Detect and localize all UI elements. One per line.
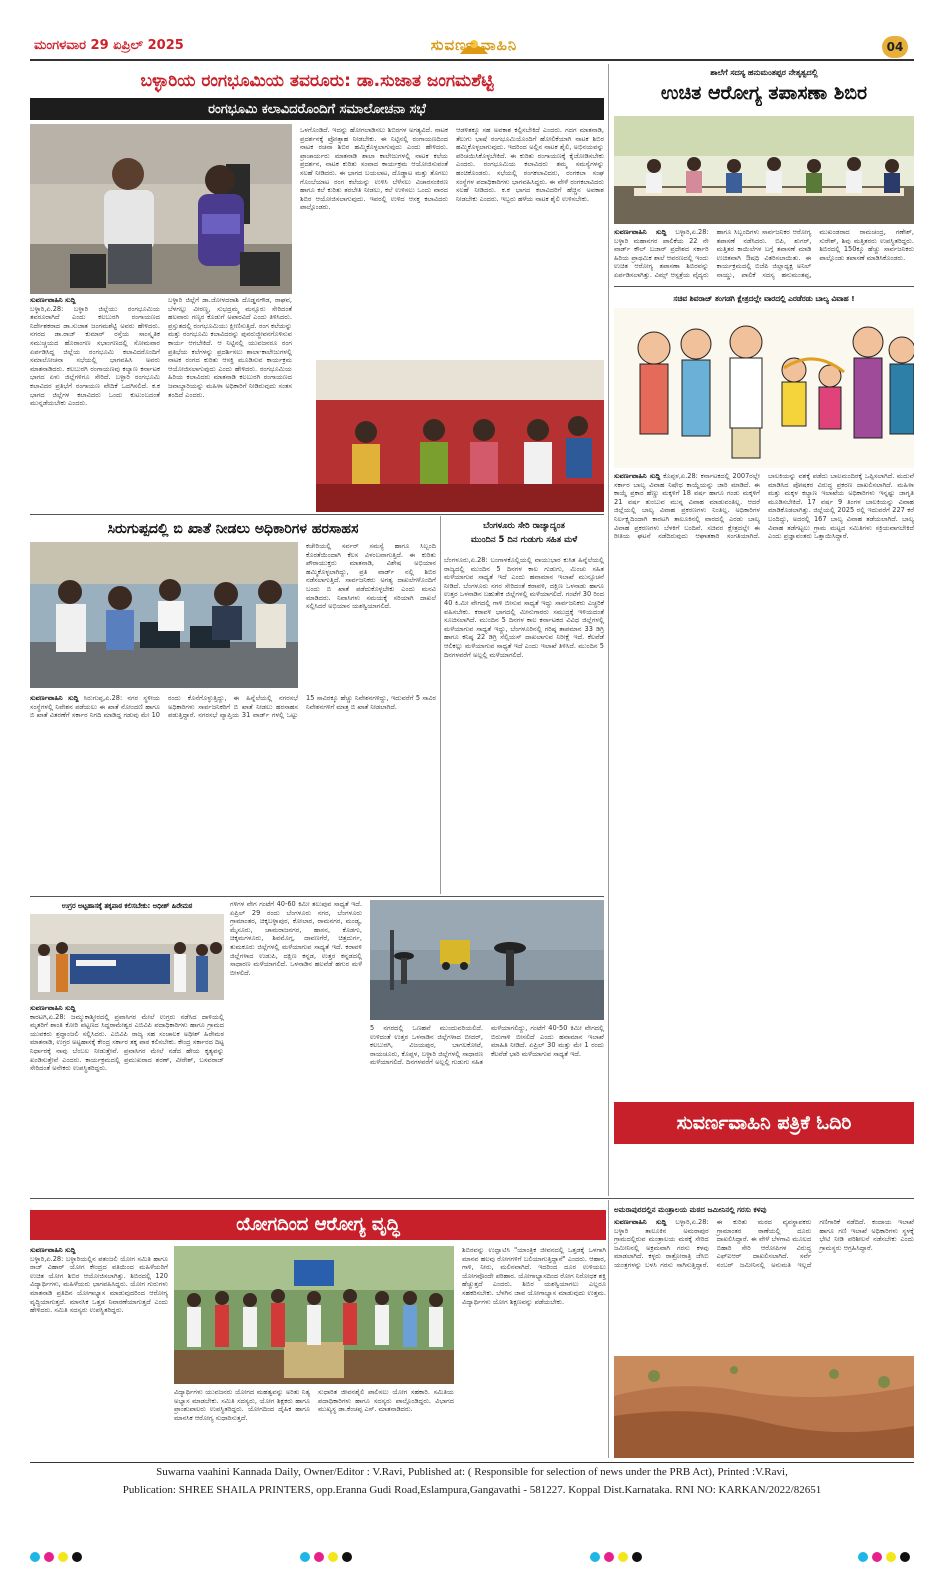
- story3-byline: ಸುವರ್ಣವಾಹಿನಿ ಸುದ್ದಿ: [614, 472, 661, 480]
- story2-body-wrap: [614, 228, 914, 282]
- story6-body: ಕಾರಟಗಿ,ಏ.28: ಜಮ್ಮುಕಾಶ್ಮೀರದಲ್ಲಿ ಪ್ರವಾಸಿಗರ ಮೇಲೆ ಉಗ್ರರು ನಡೆಸಿದ ದಾಳಿಯಲ್ಲಿ ಮೃತರಿಗೆ ಶಾಂತಿ ಕೋರಿ ಪಟ್ಟಣದ ಸಿದ್ದರಾಮೇಶ್ವರ ಎಬಿವಿಪಿ ಪದಾಧಿಕಾರಿಗಳು ಹಾಗೂ ಗ್ರಾಮದ ಯುವಕರು ಶ್ರದ್ಧಾಂಜಲಿ ಸಲ್ಲಿಸಿದರು. ಎಬಿವಿಪಿ ರಾಜ್ಯ ಸಹ ಸಂಚಾಲಕ ಅಧೀಶ್ ಹಿರೇಮಠ ಮಾತನಾಡಿ, ಉಗ್ರರ ಅಟ್ಟಹಾಸಕ್ಕೆ ಕೇಂದ್ರ ಸರ್ಕಾರ ತಕ್ಕ ಪಾಠ ಕಲಿಸಬೇಕು. ಕೇಂದ್ರ ಸರ್ಕಾರದ ದಿಟ್ಟ ನಿರ್ಧಾರಕ್ಕೆ ನಾವು ಬೆಂಬಲ ನೀಡುತ್ತೇವೆ. ಪ್ರವಾಸಿಗರ ಮೇಲೆ ನಡೆದ ಹೇಯ ಕೃತ್ಯವನ್ನು ಖಂಡಿಸುತ್ತೇವೆ ಎಂದರು. ಕಾರ್ಯಕ್ರಮದಲ್ಲಿ ಪ್ರಮುಖರಾದ ಶರಣ್, ವೀರೇಶ್, ಬಸವರಾಜ್ ಸೇರಿದಂತೆ ಅನೇಕರು ಉಪಸ್ಥಿತರಿದ್ದರು.: [30, 1012, 224, 1073]
- registration-marks: [0, 1548, 945, 1568]
- story1-byline: ಸುವರ್ಣವಾಹಿನಿ ಸುದ್ದಿ: [30, 296, 76, 304]
- header-date: ಮಂಗಳವಾರ 29 ಏಪ್ರಿಲ್ 2025: [34, 38, 184, 53]
- story3-body: ಕೊಪ್ಪಳ,ಏ.28: ಕರ್ನಾಟಕದಲ್ಲಿ 2007ರಲ್ಲೇ ಸರ್ಕಾರ ಬಾಲ್ಯ ವಿವಾಹ ನಿಷೇಧ ಕಾಯ್ದೆಯನ್ನು ಜಾರಿ ಮಾಡಿದೆ. ಈ ಕಾಯ್ದೆ ಪ್ರಕಾರ ಹೆಣ್ಣು ಮಕ್ಕಳಿಗೆ 18 ವರ್ಷ ಹಾಗೂ ಗಂಡು ಮಕ್ಕಳಿಗೆ 21 ವರ್ಷ ತುಂಬುವ ಮುನ್ನ ವಿವಾಹ ಮಾಡುವಂತಿಲ್ಲ. ಆದರೆ ಜಿಲ್ಲೆಯಲ್ಲಿ ಬಾಲ್ಯ ವಿವಾಹ ಪ್ರಕರಣಗಳು ನಿಂತಿಲ್ಲ. ಅಧಿಕಾರಿಗಳ ನಿರ್ಲಕ್ಷ್ಯದಿಂದಾಗಿ ಕಾರಟಗಿ ತಾಲೂಕಿನಲ್ಲಿ ವಾರದಲ್ಲಿ ಎರಡು ಬಾಲ್ಯ ವಿವಾಹ ಪ್ರಕರಣಗಳು ಬೆಳಕಿಗೆ ಬಂದಿವೆ. ಸಚಿವರ ಕ್ಷೇತ್ರದಲ್ಲೇ ಈ ರೀತಿಯ ಘಟನೆ ನಡೆದಿರುವುದು ಆಘಾತಕಾರಿ ಸಂಗತಿಯಾಗಿದೆ. ಬಾಲಕಿಯನ್ನು ವಶಕ್ಕೆ ಪಡೆದು ಬಾಲಮಂದಿರಕ್ಕೆ ಒಪ್ಪಿಸಲಾಗಿದೆ. ಮದುವೆ ಮಾಡಿಸಿದ ಪೋಷಕರ ವಿರುದ್ಧ ಪ್ರಕರಣ ದಾಖಲಿಸಲಾಗಿದೆ. ಮಹಿಳಾ ಮತ್ತು ಮಕ್ಕಳ ಕಲ್ಯಾಣ ಇಲಾಖೆಯ ಅಧಿಕಾರಿಗಳು ಇನ್ನಷ್ಟು ಜಾಗೃತಿ ಮೂಡಿಸಬೇಕಿದೆ. 17 ವರ್ಷ 9 ತಿಂಗಳ ಬಾಲಕಿಯನ್ನು ವಿವಾಹ ಮಾಡಿಕೊಡಲಾಗಿತ್ತು. ಜಿಲ್ಲೆಯಲ್ಲಿ 2025 ರಲ್ಲಿ ಇದುವರೆಗೆ 227 ಕರೆ ಬಂದಿದ್ದು, ಅದರಲ್ಲಿ 167 ಬಾಲ್ಯ ವಿವಾಹ ತಡೆಯಲಾಗಿದೆ. ಬಾಲ್ಯ ವಿವಾಹ ತಡೆಗಟ್ಟಲು ಗ್ರಾಮ ಮಟ್ಟದ ಸಮಿತಿಗಳು ಸಕ್ರಿಯವಾಗಬೇಕಿದೆ ಎಂದು ಪ್ರಜ್ಞಾವಂತರು ಒತ್ತಾಯಿಸಿದ್ದಾರೆ.: [614, 472, 914, 541]
- story6-body-col2: ಗಳಿಗಳ ವೇಗ ಗಂಟೆಗೆ 40-60 ಕಿಮೀ ತಲುಪುವ ಸಾಧ್ಯತೆ ಇದೆ. ಏಪ್ರಿಲ್ 29 ರಂದು ಬೆಂಗಳೂರು ನಗರ, ಬೆಂಗಳೂರು ಗ್ರಾಮಾಂತರ, ಚಿಕ್ಕಬಳ್ಳಾಪುರ, ಕೋಲಾರ, ರಾಮನಗರ, ಮಂಡ್ಯ, ಮೈಸೂರು, ಚಾಮರಾಜನಗರ, ಹಾಸನ, ಕೊಡಗು, ಚಿಕ್ಕಮಗಳೂರು, ಶಿವಮೊಗ್ಗ, ದಾವಣಗೆರೆ, ಚಿತ್ರದುರ್ಗ, ತುಮಕೂರು ಜಿಲ್ಲೆಗಳಲ್ಲಿ ಮಳೆಯಾಗುವ ಸಾಧ್ಯತೆ ಇದೆ. ಕರಾವಳಿ ಜಿಲ್ಲೆಗಳಾದ ಉಡುಪಿ, ದಕ್ಷಿಣ ಕನ್ನಡ, ಉತ್ತರ ಕನ್ನಡದಲ್ಲಿ ಸಾಧಾರಣ ಮಳೆಯಾಗಲಿದೆ. ಒಳನಾಡಿನ ಹಲವೆಡೆ ಹಗುರ ಮಳೆ ಬೀಳಲಿದೆ.: [230, 900, 362, 977]
- reg-mark-black-3: [632, 1552, 642, 1562]
- story8-headline: ಅಮರಾಪುರದಲ್ಲಿನ ಮಂತ್ರಾಲಯ ಮಠದ ಜಮೀನಿನಲ್ಲಿ ಗರಸು ಕಳವು: [614, 1205, 767, 1214]
- story2-byline: ಸುವರ್ಣವಾಹಿನಿ ಸುದ್ದಿ: [614, 228, 667, 236]
- story7-headline: ಯೋಗದಿಂದ ಆರೋಗ್ಯ ವೃದ್ಧಿ: [236, 1214, 400, 1235]
- story1-photo-audience: [316, 360, 604, 512]
- story7-byline: ಸುವರ್ಣವಾಹಿನಿ ಸುದ್ದಿ: [30, 1246, 76, 1254]
- story5-headline-line2: ಮುಂದಿನ 5 ದಿನ ಗುಡುಗು ಸಹಿತ ಮಳೆ: [470, 535, 578, 545]
- story8-byline: ಸುವರ್ಣವಾಹಿನಿ ಸುದ್ದಿ: [614, 1218, 667, 1226]
- story1-subhead-band: [30, 98, 604, 120]
- page-number: 04: [886, 40, 904, 54]
- story8-body-wrap: [614, 1218, 914, 1352]
- rain-photo: [370, 900, 604, 1020]
- reg-mark-black-4: [900, 1552, 910, 1562]
- reg-mark-cyan-2: [300, 1552, 310, 1562]
- story1-subhead: ರಂಗಭೂಮಿ ಕಲಾವಿದರೊಂದಿಗೆ ಸಮಾಲೋಚನಾ ಸಭೆ: [208, 102, 426, 117]
- story7-photo-yoga: [174, 1246, 454, 1384]
- divider-vertical-bottom: [608, 1200, 609, 1458]
- story6-photo-protest: [30, 914, 224, 1000]
- story5-body: ಬೆಂಗಳೂರು,ಏ.28: ಬಂಗಾಳಕೊಲ್ಲಿಯಲ್ಲಿ ವಾಯುಭಾರ ಕುಸಿತ ಹಿನ್ನೆಲೆಯಲ್ಲಿ ರಾಜ್ಯದಲ್ಲಿ ಮುಂದಿನ 5 ದಿನಗಳ ಕಾಲ ಗುಡುಗು, ಮಿಂಚು ಸಹಿತ ಮಳೆಯಾಗುವ ಸಾಧ್ಯತೆ ಇದೆ ಎಂದು ಹವಾಮಾನ ಇಲಾಖೆ ಮುನ್ಸೂಚನೆ ನೀಡಿದೆ. ಬೆಂಗಳೂರು ನಗರ ಸೇರಿದಂತೆ ಕರಾವಳಿ, ದಕ್ಷಿಣ ಒಳನಾಡು ಹಾಗೂ ಉತ್ತರ ಒಳನಾಡಿನ ಬಹುತೇಕ ಜಿಲ್ಲೆಗಳಲ್ಲಿ ಮಳೆಯಾಗಲಿದೆ. ಗಂಟೆಗೆ 30 ರಿಂದ 40 ಕಿ.ಮೀ ವೇಗದಲ್ಲಿ ಗಾಳಿ ಬೀಸುವ ಸಾಧ್ಯತೆ ಇದ್ದು ಸಾರ್ವಜನಿಕರು ಎಚ್ಚರಿಕೆ ವಹಿಸಬೇಕು. ಕರಾವಳಿ ಭಾಗದಲ್ಲಿ ಮೀನುಗಾರರು ಸಮುದ್ರಕ್ಕೆ ಇಳಿಯದಂತೆ ಸೂಚಿಸಲಾಗಿದೆ. ಮುಂದಿನ 5 ದಿನಗಳ ಕಾಲ ಕರ್ನಾಟಕದ ವಿವಿಧ ಜಿಲ್ಲೆಗಳಲ್ಲಿ ಮಳೆಯಾಗುವ ಸಾಧ್ಯತೆ ಇದ್ದು, ಬೆಂಗಳೂರಿನಲ್ಲಿ ಗರಿಷ್ಠ ತಾಪಮಾನ 33 ಡಿಗ್ರಿ ಹಾಗೂ ಕನಿಷ್ಠ 22 ಡಿಗ್ರಿ ಸೆಲ್ಸಿಯಸ್ ದಾಖಲಾಗುವ ನಿರೀಕ್ಷೆ ಇದೆ. ಕೆಲವೆಡೆ ಆಲಿಕಲ್ಲು ಮಳೆಯಾಗುವ ಸಾಧ್ಯತೆ ಇದೆ ಎಂದು ಇಲಾಖೆ ತಿಳಿಸಿದೆ. ಮುಂದಿನ 5 ದಿನಗಳವರೆಗೆ ಅಲ್ಲಲ್ಲಿ ಮಳೆಯಾಗಲಿದೆ.: [444, 556, 604, 659]
- story4-photo-office: [30, 542, 298, 688]
- story-health-camp: [614, 64, 914, 282]
- story3-body-wrap: [614, 472, 914, 1088]
- story4-headline: ಸಿರುಗುಪ್ಪದಲ್ಲಿ ಬಿ ಖಾತೆ ನೀಡಲು ಅಧಿಕಾರಿಗಳ ಹರಸಾಹಸ: [107, 521, 359, 537]
- reg-mark-cyan-3: [590, 1552, 600, 1562]
- story2-photo-dignitaries: [614, 116, 914, 224]
- divider-story2-bottom: [614, 286, 914, 287]
- story-gravel-theft: [614, 1200, 914, 1458]
- reg-mark-cyan: [30, 1552, 40, 1562]
- reg-mark-cyan-4: [858, 1552, 868, 1562]
- page-header: [0, 0, 945, 62]
- story4-body-right: ಕಚೇರಿಯಲ್ಲಿ ಸರ್ವರ್ ಸಮಸ್ಯೆ ಹಾಗೂ ಸಿಬ್ಬಂದಿ ಕೊರತೆಯಿಂದಾಗಿ ಕೆಲಸ ವಿಳಂಬವಾಗುತ್ತಿದೆ. ಈ ಕುರಿತು ಪೌರಾಯುಕ್ತರು ಮಾತನಾಡಿ, ವಿಶೇಷ ಅಭಿಯಾನ ಹಮ್ಮಿಕೊಳ್ಳಲಾಗಿದ್ದು, ಪ್ರತಿ ವಾರ್ಡ್ ನಲ್ಲಿ ಶಿಬಿರ ನಡೆಸಲಾಗುತ್ತಿದೆ. ಸಾರ್ವಜನಿಕರು ಅಗತ್ಯ ದಾಖಲೆಗಳೊಂದಿಗೆ ಬಂದು ಬಿ ಖಾತೆ ಪಡೆದುಕೊಳ್ಳಬೇಕು ಎಂದು ಮನವಿ ಮಾಡಿದರು. ನಿವಾಸಿಗಳು ಸಮಯಕ್ಕೆ ಸರಿಯಾಗಿ ದಾಖಲೆ ಸಲ್ಲಿಸಿದರೆ ಅಭಿಯಾನ ಯಶಸ್ವಿಯಾಗಲಿದೆ.: [306, 542, 436, 611]
- divider-story4-bottom: [30, 896, 604, 897]
- reg-mark-yellow: [58, 1552, 68, 1562]
- divider-vertical-top: [608, 64, 609, 1196]
- story5-headline-line1: ಬೆಂಗಳೂರು ಸೇರಿ ರಾಜ್ಯಾದ್ಯಂತ: [483, 521, 565, 531]
- story6-headline: ಉಗ್ರರ ಅಟ್ಟಹಾಸಕ್ಕೆ ತಕ್ಕಪಾಠ ಕಲಿಸಬೇಕು: ಅಧೀಶ್ ಹಿರೇಮಠ: [61, 902, 193, 910]
- reg-mark-magenta-4: [872, 1552, 882, 1562]
- story8-photo-dug-land: [614, 1356, 914, 1458]
- story1-headline: ಬಳ್ಳಾರಿಯ ರಂಗಭೂಮಿಯ ತವರೂರು: ಡಾ.ಸುಜಾತ ಜಂಗಮಶೆಟ್ಟಿ: [140, 71, 494, 91]
- masthead-title: ಸುವರ್ಣ ವಾಹಿನಿ: [430, 36, 518, 54]
- story4-body-left: ಸಿರುಗುಪ್ಪ,ಏ.28: ನಗರ ಸ್ಥಳೀಯ ಸಂಸ್ಥೆಗಳಲ್ಲಿ ನಿವೇಶನ ಪಡೆಯಲು ಈ ಖಾತೆ ನೋಂದಣಿ ಹಾಗೂ ಬಿ ಖಾತೆ ವಿತರಣೆಗೆ ಸರ್ಕಾರ ನಿಗದಿ ಮಾಡಿದ್ದ ಗಡುವು ಮೇ 10 ರಂದು ಕೊನೆಗೊಳ್ಳುತ್ತಿದ್ದು, ಈ ಹಿನ್ನೆಲೆಯಲ್ಲಿ ನಗರಸಭೆ ಅಧಿಕಾರಿಗಳು ಸಾರ್ವಜನಿಕರಿಗೆ ಬಿ ಖಾತೆ ನೀಡಲು ಹರಸಾಹಸ ಪಡುತ್ತಿದ್ದಾರೆ. ನಗರಸಭೆ ವ್ಯಾಪ್ತಿಯ 31 ವಾರ್ಡ್ ಗಳಲ್ಲಿ ಒಟ್ಟು 15 ಸಾವಿರಕ್ಕೂ ಹೆಚ್ಚು ನಿವೇಶನಗಳಿದ್ದು, ಇದುವರೆಗೆ 5 ಸಾವಿರ ನಿವೇಶನಗಳಿಗೆ ಮಾತ್ರ ಬಿ ಖಾತೆ ನೀಡಲಾಗಿದೆ.: [30, 694, 436, 720]
- story2-body: ಬಳ್ಳಾರಿ,ಏ.28: ಬಳ್ಳಾರಿ ಮಹಾನಗರ ಪಾಲಿಕೆಯ 22 ನೇ ವಾರ್ಡ್ ಕೌಲ್ ಬಜಾರ್ ಪ್ರದೇಶದ ಸರ್ಕಾರಿ ಹಿರಿಯ ಪ್ರಾಥಮಿಕ ಶಾಲೆ ಆವರಣದಲ್ಲಿ ಇಂದು ಉಚಿತ ಆರೋಗ್ಯ ತಪಾಸಣಾ ಶಿಬಿರವನ್ನು ಏರ್ಪಡಿಸಲಾಗಿತ್ತು. ವಿಮ್ಸ್ ಆಸ್ಪತ್ರೆಯ ವೈದ್ಯರು ಹಾಗೂ ಸಿಬ್ಬಂದಿಗಳು ಸಾರ್ವಜನಿಕರ ಆರೋಗ್ಯ ತಪಾಸಣೆ ನಡೆಸಿದರು. ಬಿಪಿ, ಶುಗರ್, ಮತ್ತಿತರ ಕಾಯಿಲೆಗಳ ಬಗ್ಗೆ ತಪಾಸಣೆ ಮಾಡಿ ಉಚಿತವಾಗಿ ಔಷಧಿ ವಿತರಿಸಲಾಯಿತು. ಈ ಕಾರ್ಯಕ್ರಮದಲ್ಲಿ ಬಿಜೆಪಿ ಜಿಲ್ಲಾಧ್ಯಕ್ಷ ಅನಿಲ್ ನಾಯ್ಡು, ಪಾಲಿಕೆ ಸದಸ್ಯ ಹನುಮಂತಪ್ಪ, ಮುಖಂಡರಾದ ರಾಮಚಂದ್ರ, ಗಣೇಶ್, ಸುರೇಶ್, ಶಿವು ಮತ್ತಿತರರು ಉಪಸ್ಥಿತರಿದ್ದರು. ಶಿಬಿರದಲ್ಲಿ 150ಕ್ಕೂ ಹೆಚ್ಚು ಸಾರ್ವಜನಿಕರು ಪಾಲ್ಗೊಂಡು ತಪಾಸಣೆ ಮಾಡಿಸಿಕೊಂಡರು.: [614, 228, 914, 279]
- story7-body-left: ಬಳ್ಳಾರಿ,ಏ.28: ಬಳ್ಳಾರಿಯಲ್ಲಿನ ಪತಂಜಲಿ ಯೋಗ ಸಮಿತಿ ಹಾಗೂ ರಾಜ್ ವಿಹಾರ್ ಯೋಗ ಕೇಂದ್ರದ ವತಿಯಿಂದ ಮಹಿಳೆಯರಿಗೆ ಉಚಿತ ಯೋಗ ಶಿಬಿರ ಆಯೋಜಿಸಲಾಗಿತ್ತು. ಶಿಬಿರದಲ್ಲಿ 120 ವಿದ್ಯಾರ್ಥಿಗಳು, ಮಹಿಳೆಯರು ಭಾಗವಹಿಸಿದ್ದರು. ಯೋಗ ಗುರುಗಳು ಮಾತನಾಡಿ ಪ್ರತಿದಿನ ಯೋಗಾಭ್ಯಾಸ ಮಾಡುವುದರಿಂದ ಆರೋಗ್ಯ ವೃದ್ಧಿಯಾಗುತ್ತದೆ. ಮಾನಸಿಕ ಒತ್ತಡ ನಿವಾರಣೆಯಾಗುತ್ತದೆ ಎಂದು ಹೇಳಿದರು. ಸಮಿತಿ ಸದಸ್ಯರು ಉಪಸ್ಥಿತರಿದ್ದರು.: [30, 1254, 168, 1315]
- divider-vertical-mid: [440, 516, 441, 894]
- reg-mark-yellow-3: [618, 1552, 628, 1562]
- divider-story1-bottom: [30, 514, 604, 515]
- story-rangabhoomi: [30, 64, 604, 512]
- page-number-badge: [882, 36, 908, 58]
- story7-body-mid2: ಸುಧಾರಿತ ಜೀವನಶೈಲಿ ಪಾಲಿಸಲು ಯೋಗ ಸಹಕಾರಿ. ಸಮಿತಿಯ ಪದಾಧಿಕಾರಿಗಳು ಹಾಗೂ ಸದಸ್ಯರು ಪಾಲ್ಗೊಂಡಿದ್ದರು. ವಿಭಾಗದ ಮುಖ್ಯಸ್ಥ ಡಾ.ಕೆಂಚಪ್ಪ ಎಸ್. ಮಾತನಾಡಿದರು.: [318, 1388, 454, 1414]
- story2-headline: ಉಚಿತ ಆರೋಗ್ಯ ತಪಾಸಣಾ ಶಿಬಿರ: [660, 82, 868, 104]
- story7-body-mid: ವಿದ್ಯಾರ್ಥಿಗಳು ಯುವಜನರು ಯೋಗದ ಮಹತ್ವವನ್ನು ಅರಿತು ನಿತ್ಯ ಅಭ್ಯಾಸ ಮಾಡಬೇಕು. ಸಮಿತಿ ಸದಸ್ಯರು, ಯೋಗ ಶಿಕ್ಷಕರು ಹಾಗೂ ಪ್ರಾಂಶುಪಾಲರು ಉಪಸ್ಥಿತರಿದ್ದರು. ಯೋಗದಿಂದ ದೈಹಿಕ ಹಾಗೂ ಮಾನಸಿಕ ಆರೋಗ್ಯ ಸುಧಾರಿಸುತ್ತದೆ.: [174, 1388, 310, 1422]
- reg-mark-black: [72, 1552, 82, 1562]
- promo-banner[interactable]: [614, 1102, 914, 1144]
- story8-body: ಬಳ್ಳಾರಿ,ಏ.28: ಬಳ್ಳಾರಿ ತಾಲೂಕಿನ ಅಮರಾಪುರ ಗ್ರಾಮದಲ್ಲಿರುವ ಮಂತ್ರಾಲಯ ಮಠಕ್ಕೆ ಸೇರಿದ ಜಮೀನಿನಲ್ಲಿ ಅಕ್ರಮವಾಗಿ ಗರಸು ಕಳವು ಮಾಡಲಾಗಿದೆ. ಕಳ್ಳರು ರಾತ್ರೋರಾತ್ರಿ ಜೆಸಿಬಿ ಯಂತ್ರಗಳನ್ನು ಬಳಸಿ ಗರಸು ಸಾಗಿಸುತ್ತಿದ್ದಾರೆ. ಈ ಕುರಿತು ಮಠದ ವ್ಯವಸ್ಥಾಪಕರು ಗ್ರಾಮಾಂತರ ಠಾಣೆಯಲ್ಲಿ ದೂರು ದಾಖಲಿಸಿದ್ದಾರೆ. ಈ ವೇಳೆ ಬೆಳಗಾವಿ ಮೂಲದ ಬಿಹಾರಿ ಸೇರಿ ಆರೋಪಿಗಳ ವಿರುದ್ಧ ಎಫ್ಐಆರ್ ದಾಖಲಿಸಲಾಗಿದೆ. ಸರ್ವೆ ನಂಬರ್ ಜಮೀನಿನಲ್ಲಿ ಅನುಮತಿ ಇಲ್ಲದೆ ಗಣಿಗಾರಿಕೆ ನಡೆದಿದೆ. ಕಂದಾಯ ಇಲಾಖೆ ಹಾಗೂ ಗಣಿ ಇಲಾಖೆ ಅಧಿಕಾರಿಗಳು ಸ್ಥಳಕ್ಕೆ ಭೇಟಿ ನೀಡಿ ಪರಿಶೀಲನೆ ನಡೆಸಬೇಕು ಎಂದು ಗ್ರಾಮಸ್ಥರು ಆಗ್ರಹಿಸಿದ್ದಾರೆ.: [614, 1218, 914, 1269]
- story7-headline-band: [30, 1210, 606, 1240]
- reg-mark-black-2: [342, 1552, 352, 1562]
- reg-mark-yellow-4: [886, 1552, 896, 1562]
- story1-body-col3: ಒಳಗೊಂಡಿದೆ. ಇದನ್ನು ಹೋಗಲಾಡಿಸಲು ಶಿಬಿರಗಳ ಅಗತ್ಯವಿದೆ. ನಾಟಕ ಪ್ರದರ್ಶನಕ್ಕೆ ಪ್ರೋತ್ಸಾಹ ನೀಡಬೇಕು. ಈ ನಿಟ್ಟಿನಲ್ಲಿ ರಂಗಾಯಣದಿಂದ ನಾಟಕ ರಚನಾ ಶಿಬಿರ ಹಮ್ಮಿಕೊಳ್ಳಲಾಗುವುದು ಎಂದು ಹೇಳಿದರು. ಪ್ರಾಚಾರ್ಯರು ಮಾತನಾಡಿ ಶಾಲಾ ಕಾಲೇಜುಗಳಲ್ಲಿ ನಾಟಕ ಕಲೆಯ ಪ್ರದರ್ಶನ, ನಾಟಕ ಕುರಿತು ಸಂವಾದ ಕಾರ್ಯಕ್ರಮ ಆಯೋಜಿಸುವಂತೆ ಸಲಹೆ ನೀಡಿದರು. ಈ ಭಾಗದ ಬಯಲಾಟ, ದೊಡ್ಡಾಟ ಮತ್ತು ತೊಗಲು ಗೊಂಬೆಯಾಟ ರಂಗ ಕಲೆಯನ್ನು ಉಳಿಸಿ ಬೆಳೆಸಲು ವಿಚಾರಸಂಕಿರಣ ಹಾಗೂ ಕಲೆ ಕುರಿತು ತರಬೇತಿ ನೀಡಲು, ಕಲೆ ಉಳಿಸಲು ಒಂದು ವಾರದ ಶಿಬಿರ ಆಯೋಜಿಸಲಾಗುವುದು. ಇವರಲ್ಲಿ ಉಳಿದ ಆಸಕ್ತ ಕಲಾವಿದರು ಪಾಲ್ಗೊಂಡರು.: [300, 126, 448, 212]
- story6-body-wrap: [30, 1004, 224, 1196]
- story3-headline: ಸಚಿವ ಶಿವರಾಜ್ ತಂಗಡಗಿ ಕ್ಷೇತ್ರದಲ್ಲೇ ವಾರದಲ್ಲಿ ಎರಡೆರಡು ಬಾಲ್ಯ ವಿವಾಹ !: [673, 294, 855, 303]
- reg-mark-yellow-2: [328, 1552, 338, 1562]
- story-yoga: [30, 1200, 606, 1458]
- divider-lower: [30, 1198, 914, 1199]
- footer-rule: [30, 1462, 914, 1463]
- header-rule: [30, 59, 914, 61]
- story-terror-condemn: [30, 898, 224, 1196]
- story1-photo-speakers: [30, 124, 292, 294]
- reg-mark-magenta: [44, 1552, 54, 1562]
- story4-body-wrap: [30, 694, 436, 892]
- footer-line1: Suwarna vaahini Kannada Daily, Owner/Editor : V.Ravi, Published at: ( Responsible for selection of news under the PRB Act), Printed :V.Ravi,: [156, 1466, 788, 1478]
- story6-byline: ಸುವರ್ಣವಾಹಿನಿ ಸುದ್ದಿ: [30, 1004, 76, 1012]
- story7-col-left: [30, 1246, 168, 1458]
- promo-text: ಸುವರ್ಣವಾಹಿನಿ ಪತ್ರಿಕೆ ಓದಿರಿ: [676, 1112, 852, 1134]
- footer-line2: Publication: SHREE SHAILA PRINTERS, opp.Eranna Gudi Road,Eslampura,Gangavathi - 581227. Koppal Dist.Karnataka. RNI NO: KARKAN/2022/82651: [122, 1484, 822, 1496]
- story1-col1: [30, 296, 160, 512]
- story7-body-right: ಶಿಬಿರವನ್ನು ಉದ್ಘಾಟಿಸಿ "ಯಾಂತ್ರಿಕ ಜೀವನದಲ್ಲಿ ಒತ್ತಡಕ್ಕೆ ಒಳಗಾಗಿ ಮಾನವ ಹಲವು ರೋಗಗಳಿಗೆ ಬಲಿಯಾಗುತ್ತಿದ್ದಾನೆ" ಎಂದರು. ಆಹಾರ, ಗಾಳಿ, ನೀರು, ಮಲಿನವಾಗಿದೆ. ಇದರಿಂದ ದೂರ ಉಳಿಯಲು ಯೋಗವೊಂದೇ ಪರಿಹಾರ. ಯೋಗಾಭ್ಯಾಸದಿಂದ ರೋಗ ನಿರೋಧಕ ಶಕ್ತಿ ಹೆಚ್ಚುತ್ತದೆ ಎಂದರು. ಶಿಬಿರ ಯಶಸ್ವಿಯಾಗಲು ಎಲ್ಲರೂ ಸಹಕರಿಸಬೇಕು. ಬೆಳಗಿನ ಜಾವ ಯೋಗಾಭ್ಯಾಸ ಮಾಡುವುದು ಉತ್ತಮ. ವಿದ್ಯಾರ್ಥಿಗಳು ಯೋಗ ಶಿಕ್ಷಣವನ್ನು ಪಡೆಯಬೇಕು.: [462, 1246, 606, 1306]
- story1-body-col4: ಆಡಳಿತಕ್ಕೂ ಸಹ ಅವಕಾಶ ಕಲ್ಪಿಸಬೇಕಿದೆ ಎಂದರು. ಗದಗ ಮಾತನಾಡಿ, ತೆಲುಗು ಭಾಷೆ ರಂಗಭೂಮಿಯೊಂದಿಗೆ ಹೋಲಿಕೆಯಾಗಿ ನಾಟಕ ಶಿಬಿರ ಹಮ್ಮಿಕೊಳ್ಳಲಾಗುವುದು. ಇದರಿಂದ ಅಲ್ಲಿನ ನಾಟಕ ಶೈಲಿ, ಅಭಿನಯವನ್ನು ಪರಿಚಯಿಸಿಕೊಳ್ಳಬೇಕಿದೆ. ಈ ಕುರಿತು ರಂಗಾಯಣಕ್ಕೆ ಕೈಜೋಡಿಸಬೇಕು ಎಂದರು. ರಂಗಭೂಮಿಯ ಕಲಾವಿದರು ತಮ್ಮ ಸಮಸ್ಯೆಗಳನ್ನು ಹಂಚಿಕೊಂಡರು. ಸಭೆಯಲ್ಲಿ ರಂಗಕಲಾವಿದರು, ರಂಗಕಲಾ ಸಂಘ ಸಂಸ್ಥೆಗಳ ಪದಾಧಿಕಾರಿಗಳು ಭಾಗವಹಿಸಿದ್ದರು. ಈ ವೇಳೆ ರಂಗಕಲಾವಿದರು ಸಲಹೆ ನೀಡಿದರು. ಕ.ಕ ಭಾಗದ ಕಲಾವಿದರಿಗೆ ಹೆಚ್ಚಿನ ಅವಕಾಶ ನೀಡಬೇಕು ಎಂದರು. ಇಬ್ಬರು ಹಳೆಯ ನಾಟಕ ಶೈಲಿ ಉಳಿಸಬೇಕು.: [456, 126, 604, 203]
- story4-byline: ಸುವರ್ಣವಾಹಿನಿ ಸುದ್ದಿ: [30, 694, 79, 702]
- story5-body-bottom: 5 ನಗರದಲ್ಲಿ ಒಣಹವೆ ಮುಂದುವರಿಯಲಿದೆ. ಉಳಿದಂತೆ ಉತ್ತರ ಒಳನಾಡಿನ ಜಿಲ್ಲೆಗಳಾದ ಬೀದರ್, ಕಲಬುರಗಿ, ವಿಜಯಪುರ, ಬಾಗಲಕೋಟೆ, ರಾಯಚೂರು, ಕೊಪ್ಪಳ, ಬಳ್ಳಾರಿ ಜಿಲ್ಲೆಗಳಲ್ಲಿ ಸಾಧಾರಣ ಮಳೆಯಾಗಲಿದೆ. ದಿನಗಳವರೆಗೆ ಅಲ್ಲಲ್ಲಿ ಗುಡುಗು ಸಹಿತ ಮಳೆಯಾಗಲಿದ್ದು, ಗಂಟೆಗೆ 40-50 ಕಿಮೀ ವೇಗದಲ್ಲಿ ಬಿರುಗಾಳಿ ಬೀಸಲಿದೆ ಎಂದು ಹವಾಮಾನ ಇಲಾಖೆ ಮಾಹಿತಿ ನೀಡಿದೆ. ಏಪ್ರಿಲ್ 30 ಮತ್ತು ಮೇ 1 ರಂದು ಕೆಲವೆಡೆ ಭಾರಿ ಮಳೆಯಾಗುವ ಸಾಧ್ಯತೆ ಇದೆ.: [370, 1024, 604, 1067]
- story2-kicker: ಶಾಲೆಗೆ ಸದಸ್ಯ ಹನುಮಂತಪ್ಪರ ನೇತೃತ್ವದಲ್ಲಿ: [710, 68, 818, 77]
- story-child-marriage: [614, 290, 914, 1148]
- story3-cartoon-illustration: [614, 308, 914, 468]
- reg-mark-magenta-2: [314, 1552, 324, 1562]
- reg-mark-magenta-3: [604, 1552, 614, 1562]
- story1-body-col2: ಬಳ್ಳಾರಿ ಜಿಲ್ಲೆಗೆ ಡಾ.ಜೋಳದರಾಶಿ ದೊಡ್ಡನಗೌಡ, ರಾಘವ, ಬೆಳಗಲ್ಲು ವೀರಣ್ಣ, ಸುಭದ್ರಮ್ಮ ಮನ್ಸೂರು ಸೇರಿದಂತೆ ಹಲವಾರು ಗಣ್ಯರ ಕೊಡುಗೆ ಅಪಾರವಿದೆ ಎಂದು ತಿಳಿಸಿದರು. ಪ್ರಸ್ತುತದಲ್ಲಿ ರಂಗಭೂಮಿಯು ಕ್ಷೀಣಿಸುತ್ತಿದೆ. ರಂಗ ಕಲೆಯನ್ನು ಮತ್ತು ರಂಗಭೂಮಿ ಕಲಾವಿದರನ್ನು ಪುನರುಜ್ಜೀವನಗೊಳಿಸುವ ಕಾರ್ಯ ಆಗಬೇಕಿದೆ. ಆ ನಿಟ್ಟಿನಲ್ಲಿ ಯುವಜನರೂ ರಂಗ ಪ್ರತಿಭೆಯ ಕಲೆಗಳನ್ನು ಪ್ರದರ್ಶಿಸಲು ಶಾಲಾ-ಕಾಲೇಜುಗಳಲ್ಲಿ ನಾಟಕ ರಂಗದ ಕುರಿತು ಆಸಕ್ತಿ ಮೂಡಿಸುವ ಕಾರ್ಯಕ್ರಮ ಆಯೋಜಿಸಲಾಗುವುದು ಎಂದು ಹೇಳಿದರು. ರಂಗಭೂಮಿಯ ಹಿರಿಯ ಕಲಾವಿದರು ಮಾತನಾಡಿ ಕಲಬುರಗಿ ರಂಗಾಯಣದ ಜವಾಬ್ದಾರಿಯನ್ನು ಮಹಿಳಾ ಅಧಿಕಾರಿಗೆ ನೀಡಿರುವುದು ಸಂತಸ ತಂದಿದೆ ಎಂದರು.: [168, 296, 292, 399]
- story1-body-col1: ಬಳ್ಳಾರಿ,ಏ.28: ಬಳ್ಳಾರಿ ಜಿಲ್ಲೆಯು ರಂಗಭೂಮಿಯ ತವರೂರಾಗಿದೆ ಎಂದು ಕಲಬುರಗಿ ರಂಗಾಯಣದ ನಿರ್ದೇಶಕರಾದ ಡಾ.ಸುಜಾತ ಜಂಗಮಶೆಟ್ಟಿ ಅವರು ಹೇಳಿದರು. ನಗರದ ಡಾ.ರಾಜ್ ಕುಮಾರ್ ರಸ್ತೆಯ ಸಾಂಸ್ಕೃತಿಕ ಸಮುಚ್ಚಯದ ಹೊರಾಂಗಣ ಸಭಾಂಗಣದಲ್ಲಿ ಸೋಮವಾರ ಏರ್ಪಡಿಸಿದ್ದ ಜಿಲ್ಲೆಯ ರಂಗಭೂಮಿ ಕಲಾವಿದರೊಂದಿಗೆ ಸಮಾಲೋಚನಾ ಸಭೆಯಲ್ಲಿ ಭಾಗವಹಿಸಿ ಅವರು ಮಾತನಾಡಿದರು. ಕಲಬುರಗಿ ರಂಗಾಯಣವು ಕಲ್ಯಾಣ ಕರ್ನಾಟಕ ಭಾಗದ ಏಳು ಜಿಲ್ಲೆಗಳಿಗೂ ಸೇರಿದೆ. ಬಳ್ಳಾರಿ ರಂಗಭೂಮಿ ಕಲಾವಿದರ ಪ್ರತಿಭೆಗೆ ರಂಗಾಯಣ ವೇದಿಕೆ ಒದಗಿಸಲಿದೆ. ಕ.ಕ ಭಾಗದ ಜಿಲ್ಲೆಗಳ ಕಲಾವಿದರು ಒಂದು ಕುಟುಂಬದಂತೆ ಮುನ್ನಡೆಯಬೇಕು ಎಂದರು.: [30, 304, 160, 408]
- story-b-khata: [30, 516, 436, 894]
- story-rain-forecast: [444, 516, 604, 894]
